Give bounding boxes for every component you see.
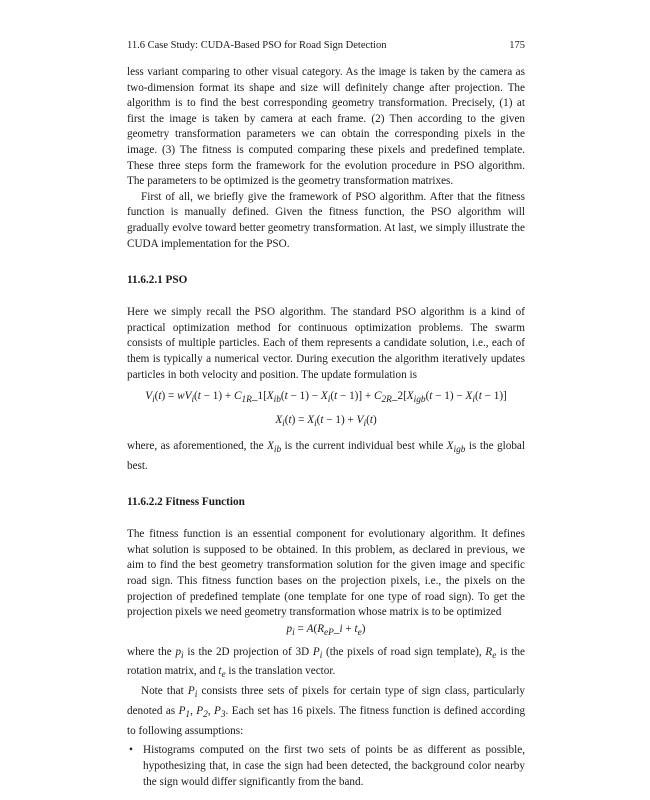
paragraph-best-def: where, as aforementioned, the $X_{ib}$ is the current individual best while $X_{igb}$ is the global best. [127,439,525,472]
equation-projection: $p_i$ = $A(R_{eP}\_i + t_e)$ [286,622,366,638]
paragraph-pixel-sets: Note that $P_i$ consists three sets of pixels for certain type of sign class, particularly denoted as $P_1$, $P_2$, $P_3$. Each set has 16 pixels. The fitness function is defined according to following assumptions: [127,685,526,737]
running-header-title: 11.6 Case Study: CUDA-Based PSO for Road Sign Detection [127,40,387,51]
paragraph-intro: less variant comparing to other visual category. As the image is taken by the camera as two-dimension format its shape and size will definitely change after projection. The algorithm is to find the best corresponding geometry transformation. Precisely, (1) at first the image is taken by camera at each frame. (2) Then according to the given geometry transformation parameters we can obtain the corresponding pixels in the image. (3) The fitness is computed comparing these pixels and predefined template. These three steps form the framework for the evolution procedure in PSO algorithm. The parameters to be optimized is the geometry transformation matrixes. [127,66,525,188]
paragraph-projection-def: where the $p_i$ is the 2D projection of 3D $P_i$ (the pixels of road sign template), $R_e$ is the rotation matrix, and $t_e$ is the translation vector. [127,645,525,681]
paragraph-fitness: The fitness function is an essential component for evolutionary algorithm. It defines what solution is supposed to be obtained. In this problem, as declared in previous, we aim to find the best geometry transformation solution for the given image and specific road sign. This fitness function bases on the projection pixels, i.e., the pixels on the projection of predefined template (one template for one type of road sign). To get the projection pixels we need geometry transformation whose matrix is to be optimized [127,528,525,619]
section-heading-fitness: 11.6.2.2 Fitness Function [127,496,245,509]
list-item [127,743,525,790]
equation-position-update: $X_i(t) = X_i(t - 1) + V_i(t)$ [275,413,377,430]
page [127,40,525,790]
section-heading-pso: 11.6.2.1 PSO [127,274,188,287]
bullet-text: Histograms computed on the first two sets of points be as different as possible, hypothesizing that, in case the sign had been detected, the background color nearby the sign would differ significantly from the band. [143,744,525,788]
paragraph-pso: Here we simply recall the PSO algorithm. The standard PSO algorithm is a kind of practical optimization method for continuous optimization problems. The swarm consists of multiple particles. Each of them represents a candidate solution, i.e., each of them is typically a numerical vector. During execution the algorithm iteratively updates particles in both velocity and position. The update formulation is [127,306,525,381]
page-number: 175 [509,40,525,51]
bullet-icon: • [129,744,133,757]
running-header [127,40,525,56]
equation-velocity-update: $V_i(t) = wV_i(t - 1)$ + $C_{1R}\_1[X_{ib}(t - 1) - X_i(t - 1)]$ + $C_{2R}\_2[X_{igb}(t - 1) - X_i(t - 1)]$ [145,390,507,406]
paragraph-overview: First of all, we briefly give the framework of PSO algorithm. After that the fitness function is manually defined. Given the fitness function, the PSO algorithm will gradually evolve toward better geometry transformation. At last, we simply illustrate the CUDA implementation for the PSO. [127,190,525,250]
